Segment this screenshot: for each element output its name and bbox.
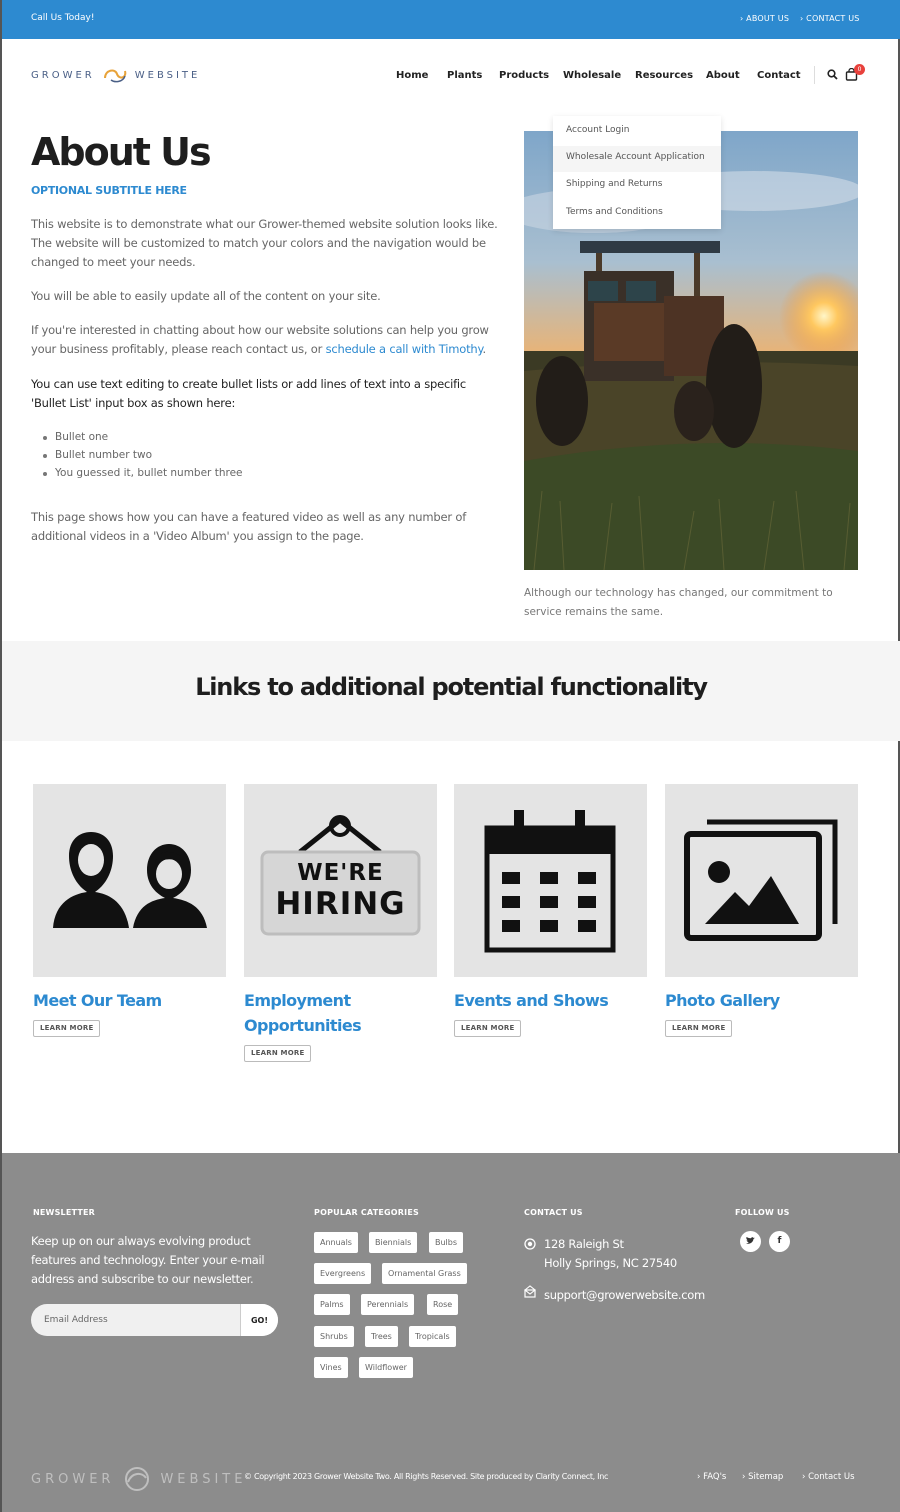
card-title-events[interactable]: Events and Shows xyxy=(454,991,609,1010)
category-tag[interactable]: Biennials xyxy=(369,1232,417,1253)
footer-link-faqs[interactable]: › FAQ's xyxy=(697,1472,727,1482)
facebook-icon[interactable]: f xyxy=(769,1231,790,1252)
category-tag[interactable]: Rose xyxy=(427,1294,458,1315)
team-icon xyxy=(33,784,226,977)
footer-logo-text-left: GROWER xyxy=(31,1471,115,1487)
logo-text-left: GROWER xyxy=(31,69,95,81)
category-tag[interactable]: Trees xyxy=(365,1326,398,1347)
dropdown-item-terms[interactable]: Terms and Conditions xyxy=(566,207,663,217)
twitter-icon[interactable] xyxy=(740,1231,761,1252)
about-dropdown-menu xyxy=(553,116,721,229)
page-subtitle: OPTIONAL SUBTITLE HERE xyxy=(31,184,187,197)
learn-more-button-gallery[interactable]: LEARN MORE xyxy=(665,1020,732,1037)
category-tag[interactable]: Palms xyxy=(314,1294,350,1315)
learn-more-button-employment[interactable]: LEARN MORE xyxy=(244,1045,311,1062)
top-about-us-link[interactable]: › ABOUT US xyxy=(740,14,790,23)
gallery-icon xyxy=(665,784,858,977)
card-title-employment[interactable]: Employment Opportunities xyxy=(244,991,362,1035)
about-paragraph-5: This page shows how you can have a featured video as well as any number of additional videos in a 'Video Album' you assign to the page. xyxy=(31,510,467,543)
email-input[interactable] xyxy=(31,1304,240,1336)
about-paragraph-4: You can use text editing to create bullet lists or add lines of text into a specific 'Bullet List' input box as shown here: xyxy=(31,377,467,410)
meet-our-team-image[interactable] xyxy=(33,784,226,977)
footer-link-contact-us[interactable]: › Contact Us xyxy=(802,1472,855,1482)
address-line-2: Holly Springs, NC 27540 xyxy=(544,1256,677,1270)
hiring-sign-line-1: WE'RE xyxy=(297,860,384,886)
nav-wholesale[interactable]: Wholesale xyxy=(563,70,622,81)
category-tag[interactable]: Wildflower xyxy=(359,1357,413,1378)
logo-text-right: WEBSITE xyxy=(134,69,201,81)
list-item: You guessed it, bullet number three xyxy=(31,464,431,482)
card-title-gallery[interactable]: Photo Gallery xyxy=(665,991,780,1010)
about-paragraph-1: This website is to demonstrate what our Grower-themed website solution looks like. The website will be customized to match your colors and the navigation would be changed to meet your needs. xyxy=(31,217,498,269)
bullet-list xyxy=(31,428,431,482)
dropdown-item-account-login[interactable]: Account Login xyxy=(566,125,630,135)
follow-heading: FOLLOW US xyxy=(735,1208,790,1217)
nav-divider xyxy=(814,66,815,84)
category-tag[interactable]: Vines xyxy=(314,1357,348,1378)
contact-email-link[interactable]: support@growerwebsite.com xyxy=(544,1288,705,1302)
cart-count-badge: 0 xyxy=(854,64,865,75)
newsletter-heading: NEWSLETTER xyxy=(33,1208,96,1217)
nav-resources[interactable]: Resources xyxy=(635,70,694,81)
hiring-sign-line-2: HIRING xyxy=(275,886,406,922)
footer-logo-text-right: WEBSITE xyxy=(160,1471,247,1487)
photo-gallery-image[interactable] xyxy=(665,784,858,977)
category-tag[interactable]: Tropicals xyxy=(409,1326,456,1347)
dropdown-item-shipping-returns[interactable]: Shipping and Returns xyxy=(566,179,663,189)
call-us-text: Call Us Today! xyxy=(31,13,95,23)
footer-link-sitemap[interactable]: › Sitemap xyxy=(742,1472,784,1482)
card-title-meet-our-team[interactable]: Meet Our Team xyxy=(33,991,162,1010)
category-tag[interactable]: Shrubs xyxy=(314,1326,354,1347)
logo-swirl-icon xyxy=(101,66,129,84)
categories-heading: POPULAR CATEGORIES xyxy=(314,1208,419,1217)
location-pin-icon xyxy=(524,1238,536,1250)
copyright-text: © Copyright 2023 Grower Website Two. All Rights Reserved. Site produced by Clarity Connect, Inc xyxy=(244,1472,609,1481)
category-tag[interactable]: Evergreens xyxy=(314,1263,371,1284)
nav-plants[interactable]: Plants xyxy=(447,70,483,81)
list-item: Bullet number two xyxy=(31,446,431,464)
list-item: Bullet one xyxy=(31,428,431,446)
nav-about[interactable]: About xyxy=(706,70,740,81)
nav-products[interactable]: Products xyxy=(499,70,550,81)
photo-caption: Although our technology has changed, our commitment to service remains the same. xyxy=(524,587,833,618)
dropdown-item-wholesale-application[interactable]: Wholesale Account Application xyxy=(566,152,705,162)
email-envelope-icon xyxy=(524,1285,536,1298)
events-and-shows-image[interactable] xyxy=(454,784,647,977)
calendar-icon xyxy=(454,784,647,977)
footer-logo-swirl-icon xyxy=(122,1466,152,1492)
category-tag[interactable]: Annuals xyxy=(314,1232,358,1253)
newsletter-submit-button[interactable]: GO! xyxy=(240,1304,278,1336)
page-title: About Us xyxy=(31,130,210,174)
employment-opportunities-image[interactable] xyxy=(244,784,437,977)
contact-heading: CONTACT US xyxy=(524,1208,583,1217)
learn-more-button-events[interactable]: LEARN MORE xyxy=(454,1020,521,1037)
category-tag[interactable]: Bulbs xyxy=(429,1232,463,1253)
nav-contact[interactable]: Contact xyxy=(757,70,801,81)
newsletter-text: Keep up on our always evolving product features and technology. Enter your e-mail address and subscribe to our newsletter. xyxy=(31,1234,265,1286)
nav-home[interactable]: Home xyxy=(396,70,429,81)
site-logo[interactable] xyxy=(31,66,200,84)
footer-logo[interactable] xyxy=(31,1466,246,1492)
category-tag[interactable]: Perennials xyxy=(361,1294,414,1315)
category-tag[interactable]: Ornamental Grass xyxy=(382,1263,467,1284)
search-icon[interactable] xyxy=(827,69,838,80)
about-paragraph-3: If you're interested in chatting about how our website solutions can help you grow your business profitably, please reach contact us, or schedule a call with Timothy. xyxy=(31,323,489,356)
learn-more-button-team[interactable]: LEARN MORE xyxy=(33,1020,100,1037)
links-section-title: Links to additional potential functionality xyxy=(195,673,707,701)
top-bar xyxy=(2,0,900,39)
about-paragraph-2: You will be able to easily update all of the content on your site. xyxy=(31,289,381,303)
newsletter-form xyxy=(31,1304,278,1336)
schedule-call-link[interactable]: schedule a call with Timothy xyxy=(325,342,483,356)
address-line-1: 128 Raleigh St xyxy=(544,1237,624,1251)
top-contact-us-link[interactable]: › CONTACT US xyxy=(800,14,860,23)
